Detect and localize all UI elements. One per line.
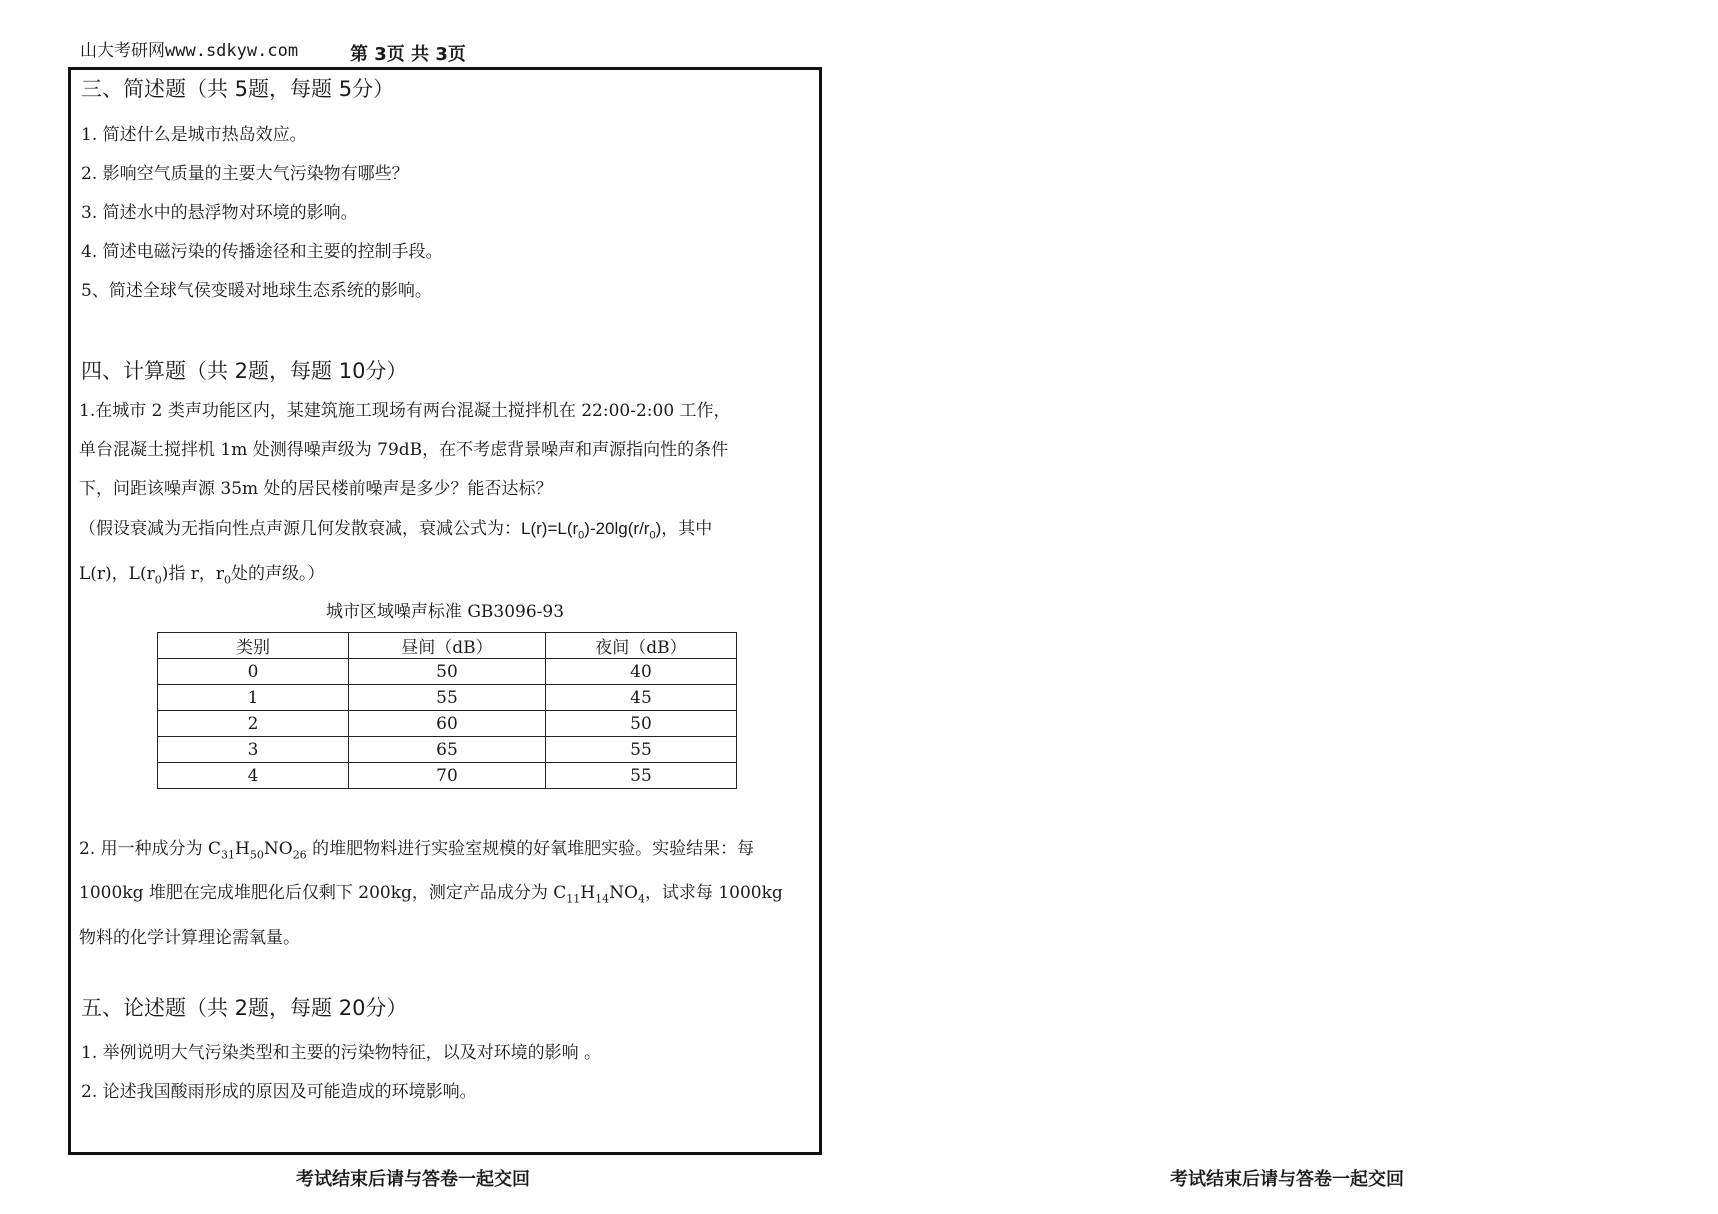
table-cell: 60 xyxy=(349,711,546,737)
q2-line-1 xyxy=(79,830,815,874)
table-cell: 40 xyxy=(545,659,736,685)
section-5-item-2: 2. 论述我国酸雨形成的原因及可能造成的环境影响。 xyxy=(81,1082,477,1102)
note-part: L(r)，L(r xyxy=(79,564,155,585)
q2-line-3: 物料的化学计算理论需氧量。 xyxy=(79,927,300,948)
table-cell: 70 xyxy=(349,763,546,789)
q2-part: H xyxy=(235,839,250,859)
q2-part: NO xyxy=(609,883,638,904)
q1-note-prefix: （假设衰减为无指向性点声源几何发散衰减，衰减公式为： xyxy=(79,519,521,539)
note-subscript: 0 xyxy=(154,573,162,587)
section-5-item-1: 1. 举例说明大气污染类型和主要的污染物特征，以及对环境的影响 。 xyxy=(81,1043,602,1063)
question-4-1-text xyxy=(79,392,815,600)
table-cell: 0 xyxy=(158,659,349,685)
q2-subscript: 11 xyxy=(566,892,581,906)
q2-subscript: 4 xyxy=(637,892,645,906)
q2-part: 1000kg 堆肥在完成堆肥化后仅剩下 200kg，测定产品成分为 C xyxy=(79,883,567,904)
column-header-category: 类别 xyxy=(158,633,349,659)
table-cell: 3 xyxy=(158,737,349,763)
table-cell: 55 xyxy=(349,685,546,711)
page-number: 第 3页 共 3页 xyxy=(350,44,466,65)
note-part: 处的声级。） xyxy=(231,564,325,585)
q2-part: 2. 用一种成分为 C xyxy=(79,839,222,859)
section-4-title: 四、计算题（共 2题，每题 10分） xyxy=(81,359,408,383)
q2-part: ，试求每 1000kg xyxy=(644,883,783,904)
noise-standard-table xyxy=(157,632,737,789)
q1-line-3: 下，问距该噪声源 35m 处的居民楼前噪声是多少？能否达标？ xyxy=(79,479,553,499)
formula-part: ) xyxy=(655,519,662,538)
section-3-item-5: 5、简述全球气侯变暖对地球生态系统的影响。 xyxy=(81,281,432,301)
section-3-item-1: 1. 简述什么是城市热岛效应。 xyxy=(81,125,307,145)
noise-table-caption: 城市区域噪声标准 GB3096-93 xyxy=(325,602,565,622)
table-cell: 65 xyxy=(349,737,546,763)
q2-line-2 xyxy=(79,874,815,918)
q2-part: H xyxy=(580,883,596,904)
q2-subscript: 14 xyxy=(595,892,610,906)
table-row xyxy=(158,659,737,685)
note-part: )指 r，r xyxy=(161,564,225,585)
section-3-title: 三、简述题（共 5题，每题 5分） xyxy=(81,77,395,101)
table-cell: 1 xyxy=(158,685,349,711)
table-cell: 2 xyxy=(158,711,349,737)
footer-note-left: 考试结束后请与答卷一起交回 xyxy=(296,1169,530,1190)
question-4-2-text xyxy=(79,830,815,958)
q2-subscript: 26 xyxy=(292,848,307,862)
formula-subscript: 0 xyxy=(578,529,585,542)
q1-line-1: 1.在城市 2 类声功能区内，某建筑施工现场有两台混凝土搅拌机在 22:00-2:00 工作， xyxy=(79,401,731,421)
footer-note-right: 考试结束后请与答卷一起交回 xyxy=(1170,1169,1404,1190)
section-3-item-4: 4. 简述电磁污染的传播途径和主要的控制手段。 xyxy=(81,242,443,262)
table-cell: 55 xyxy=(545,737,736,763)
q1-note-line-1 xyxy=(79,509,815,555)
q1-line-2: 单台混凝土搅拌机 1m 处测得噪声级为 79dB，在不考虑背景噪声和声源指向性的条件 xyxy=(79,440,729,460)
table-row xyxy=(158,763,737,789)
formula-part: )-20lg(r/r xyxy=(584,519,650,538)
q2-subscript: 50 xyxy=(249,848,264,862)
q1-note-line-2 xyxy=(79,555,815,599)
column-header-day: 昼间（dB） xyxy=(349,633,546,659)
attenuation-formula xyxy=(521,519,662,542)
q2-subscript: 31 xyxy=(221,848,236,862)
exam-content-frame xyxy=(68,67,822,1155)
table-row xyxy=(158,737,737,763)
note-subscript: 0 xyxy=(224,573,232,587)
section-3-item-2: 2. 影响空气质量的主要大气污染物有哪些？ xyxy=(81,164,409,184)
q2-part: 的堆肥物料进行实验室规模的好氧堆肥实验。实验结果：每 xyxy=(306,839,755,859)
table-row xyxy=(158,711,737,737)
site-header: 山大考研网www.sdkyw.com xyxy=(80,41,299,61)
table-header-row xyxy=(158,633,737,659)
table-cell: 50 xyxy=(349,659,546,685)
table-cell: 50 xyxy=(545,711,736,737)
formula-subscript: 0 xyxy=(649,529,656,542)
q2-part: NO xyxy=(263,839,293,859)
table-cell: 4 xyxy=(158,763,349,789)
table-cell: 55 xyxy=(545,763,736,789)
table-cell: 45 xyxy=(545,685,736,711)
column-header-night: 夜间（dB） xyxy=(545,633,736,659)
section-3-item-3: 3. 简述水中的悬浮物对环境的影响。 xyxy=(81,203,358,223)
formula-part: L(r)=L(r xyxy=(521,519,579,538)
q1-note-suffix: ，其中 xyxy=(661,519,713,539)
section-5-title: 五、论述题（共 2题，每题 20分） xyxy=(81,996,408,1020)
table-row xyxy=(158,685,737,711)
